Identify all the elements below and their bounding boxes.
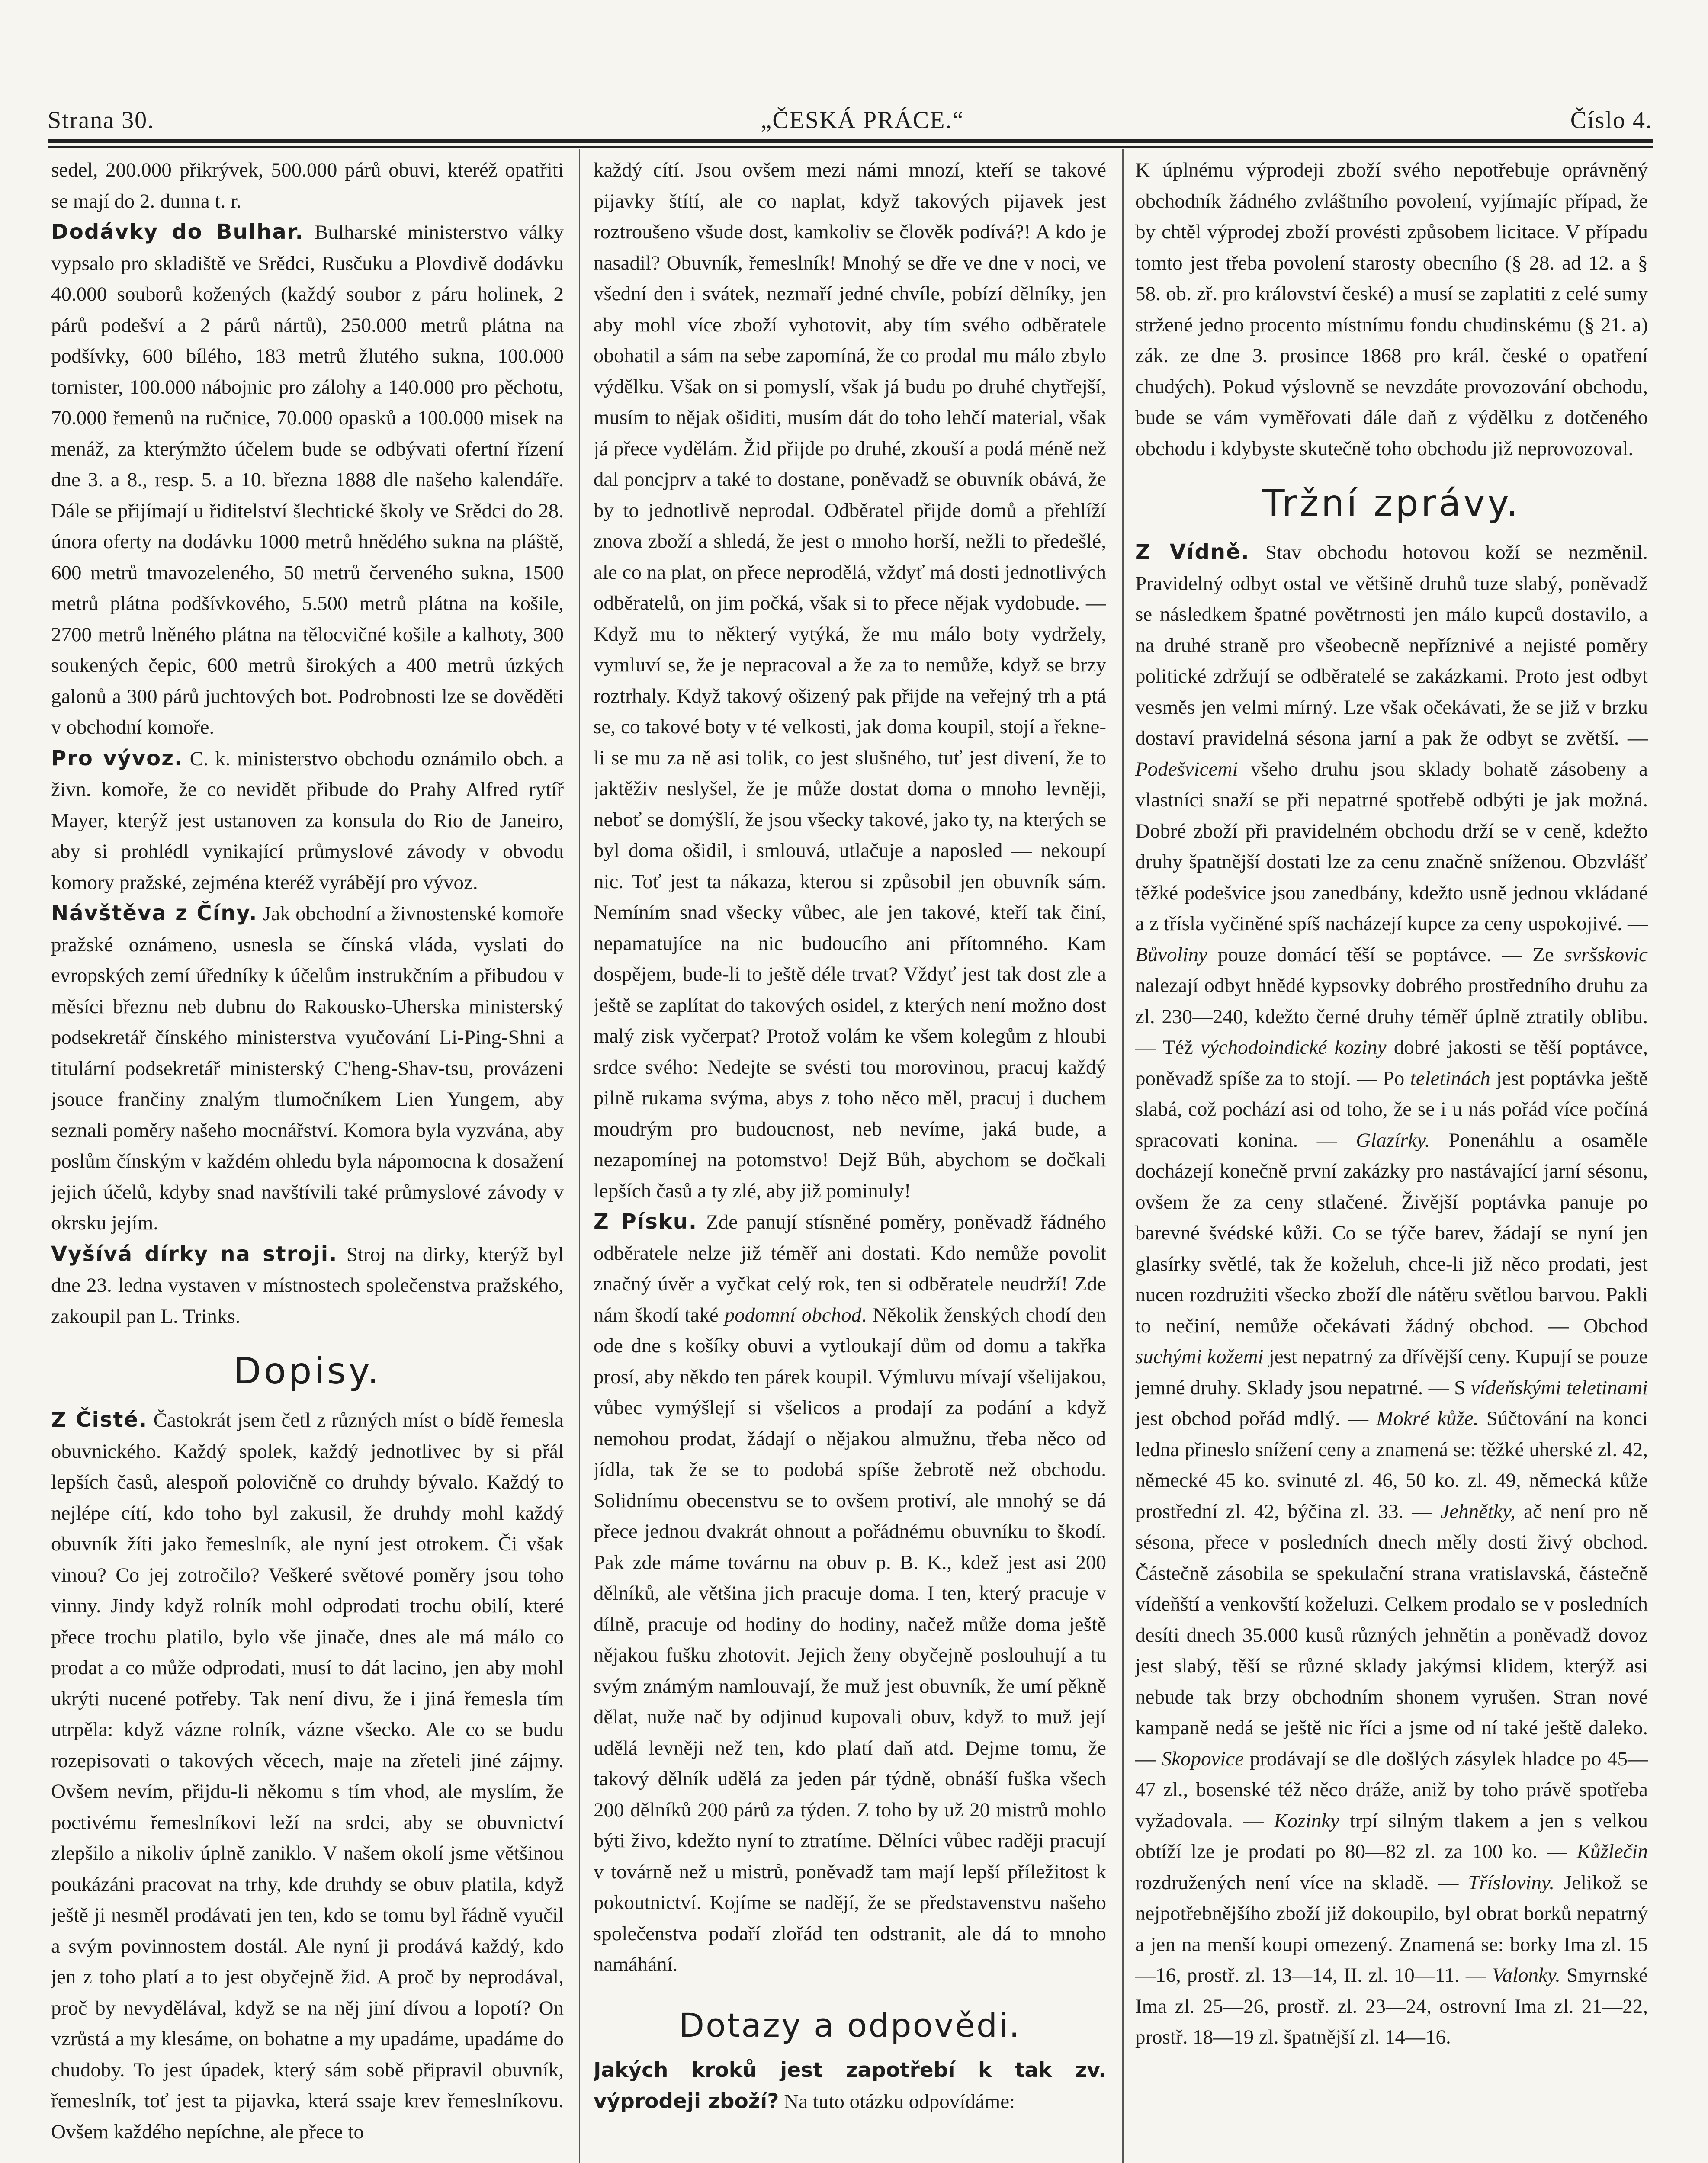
commodity-name: Jehnětky, — [1440, 1500, 1515, 1523]
letter-pisek — [594, 1207, 1106, 1980]
article-dodavky — [51, 217, 564, 743]
section-title-dopisy: Dopisy. — [233, 1350, 382, 1392]
report-text: Stav obchodu hotovou koží se nezměnil. Pravidelný odbyt ostal ve většině druhů tuze slabý, poněvadž se následkem špatné povětrnosti jen málo kupců dostavilo, a na druhé straně pro všeobecně nepříznivé a nejisté poměry politické zdržují se odběratelé se zakázkami. Proto jest odbyt vesměs jen velmi mírný. Lze však očekávati, že se již v brzku dostaví pravidelná sésona jarní a pak že odbyt se zvětší. — — [1135, 541, 1648, 749]
article-body: Častokrát jsem četl z různých míst o bídě řemesla obuvnického. Každý spolek, každý jednotlivec by si přál lepších časů, alespoň polovičně co druhdy bývalo. Každý to nejlépe cítí, kdo toho byl zakusil, že druhdy mohl každý obuvník žíti jako řemeslník, ale nyní jest otrokem. Či však vinou? Co jej zotročilo? Veškeré světové poměry jsou toho vinny. Jindy když rolník mohl odprodati trochu obilí, které přece trochu platilo, bylo vše jinače, dnes ale má málo co prodat a co může odprodati, musí to dát lacino, jen aby mohl ukrýti nucené potřeby. Tak není divu, že i jiná řemesla tím utrpěla: když vázne rolník, vázne všecko. Ale co se budu rozepisovati o takových věcech, maje na zřeteli jiné zájmy. Ovšem nevím, přijdu-li někomu s tím vhod, ale myslím, že poctivému řemeslníkovi leží na srdci, aby se obuvnictví zlepšilo a nikoliv úplně zaniklo. V našem okolí jsme většinou poukázáni pracovat na trhy, kde druhdy se obuv platila, když ještě ji nesměl prodávati jen ten, kdo se tomu byl řádně vyučil a svým povinnostem dostál. Ale nyní ji prodává každý, kdo jen z toho platí a to jest obyčejně žid. A proč by neprodával, proč by nevydělával, když se na něj jiní dívou a lopotí? On vzrůstá a my klesáme, on bohatne a my upadáme, upadáme do chudoby. To jest úpadek, který sám sobě připravil obuvník, řemeslník, toť jest ta pijavka, která ssaje krev řemeslníkovu. Ovšem každého nepíchne, ale přece to — [51, 1409, 564, 2143]
commodity-name: Bůvoliny — [1135, 943, 1208, 966]
column-separator-2 — [1122, 149, 1124, 2163]
article-body: Jak obchodní a živnostenské komoře pražské oznámeno, usnesla se čínská vláda, vyslati do evropských zemí úředníky k účelům instrukčním a přibudou v měsíci březnu neb dubnu do Rakousko-Uherska ministerský podsekretář čínského ministerstva vyučování Li-Ping-Shni a titulární podsekretář ministerský C'heng-Shav-tsu, provázeni jsouce frančiny znalým tlumočníkem Lien Yungem, aby seznali poměry našeho mocnářství. Komora byla vyzvána, aby poslům čínským v každém ohledu byla nápomocna k dosažení jejich účelů, kdyby snad navštívili také průmyslové závody v okrsku jejím. — [51, 902, 564, 1234]
commodity-name: vídeňskými teletinami — [1470, 1376, 1648, 1399]
question-body: Na tuto otázku odpovídáme: — [779, 2090, 1015, 2113]
article-heading: Vyšívá dírky na stroji. — [51, 1242, 338, 1266]
report-text: rozdružených není více na skladě. — — [1135, 1871, 1468, 1894]
paragraph-continued: každý cítí. Jsou ovšem mezi námi mnozí, kteří se takové pijavky štítí, ale co naplat, když takových pijavek jest roztroušeno všude dost, kamkoliv se člověk podívá?! A kdo je nasadil? Obuvník, řemeslník! Mnohý se dře ve dne v noci, ve všední den i svátek, nezmaří jedné chvíle, pobízí dělníky, jen aby mohl více zboží vyhotovit, aby tím svého odběratele obohatil a sám na sebe zapomíná, že co prodal mu málo zbylo výdělku. Však on si pomyslí, však já budu po druhé chytřejší, musím to nějak ošiditi, musím dát do toho lehčí material, však já přece vydělám. Žid přijde po druhé, zkouší a podá méně než dal poncjprv a také to dostane, poněvadž se obuvník obává, že by to jednotlivě neprodal. Odběratel přijde domů a přehlíží znova zboží a shledá, že jest o mnoho horší, nežli to předešlé, ale co na plat, on přece neprodělá, vždyť má dosti jednotlivých odběratelů, on jim počká, však si to přece nějak vydobude. — Když mu to některý vytýká, že mu málo boty vydržely, vymluví se, že je nepracoval a že za to nemůže, když se brzy roztrhaly. Když takový ošizený pak přijde na veřejný trh a ptá se, co takové boty v té velkosti, jak doma koupil, stojí a řekne-li se mu za ně asi tolik, co jest slušného, tuť jest divení, že to jaktěživ neslyšel, že je může dostat doma o mnoho levněji, neboť se domýšlí, že jsou všecky takové, jako ty, na kterých se byl doma ošidil, i smlouvá, utlačuje a naposled — nekoupí nic. Toť jest ta nákaza, kterou si způsobil jen obuvník sám. Nemíním snad všecky vůbec, ale jen takové, kteří tak činí, nepamatujíce na nic budoucího ani přítomného. Kam dospějem, bude-li to ještě déle trvat? Vždyť jest tak dost zle a ještě se zaplítat do takových osidel, z kterých není možno dost malý zisk vyčerpat? Protož volám ke všem kolegům z hloubi srdce svého: Nedejte se svésti tou morovinou, pracuj každý pilně rukama svýma, abys z toho něco měl, pracuj i duchem moudrým pro budoucnost, neb nevíme, jaká bude, a nezapomínej na potomstvo! Dejž Bůh, abychom se dočkali lepších časů a ty zlé, aby již pominuly! — [594, 159, 1106, 1202]
article-heading: Dodávky do Bulhar. — [51, 220, 304, 244]
report-text: jest poptávka ještě slabá, což pochází asi od toho, že se i u nás pořád více počíná spracovati konina. — — [1135, 1067, 1648, 1152]
report-text: Jelikož se nejpotřebnějšího zboží již dokoupilo, byl obrat borků nepatrný a jen na menší koupi omezený. Znamená se: borky Ima zl. 15—16, prostř. zl. 13—14, II. zl. 10—11. — — [1135, 1871, 1648, 1986]
section-title-trzni-zpravy: Tržní zprávy. — [1262, 482, 1521, 524]
report-text: prodávají se dle došlých zásylek hladce po 45—47 zl., bosenské též něco dráže, aniž by toho právě spotřeba vyžadovala. — — [1135, 1747, 1648, 1832]
question-vyprodej — [594, 2055, 1106, 2118]
report-text: jest nepatrný za dřívější ceny. Kupují se pouze jemné druhy. Sklady jsou nepatrné. — S — [1135, 1345, 1648, 1399]
column-3 — [1135, 155, 1648, 2163]
article-heading: Z Vídně. — [1135, 540, 1250, 564]
commodity-name: Kůžlečin — [1576, 1840, 1648, 1863]
column-2 — [594, 155, 1106, 2163]
article-heading: Z Písku. — [594, 1210, 698, 1234]
commodity-name: teletinách — [1410, 1067, 1491, 1090]
column-1 — [51, 155, 564, 2163]
question-heading: Jakých kroků jest zapotřebí k tak zv. výprodeji zboží? — [594, 2058, 1106, 2113]
commodity-name: Valonky. — [1492, 1964, 1560, 1986]
header-rule-thin — [48, 146, 1653, 148]
article-emphasis: podomní obchod — [724, 1303, 862, 1326]
commodity-name: Kozinky — [1274, 1809, 1339, 1832]
report-text: pouze domácí těší se poptávce. — Ze — [1207, 943, 1564, 966]
page-number: Strana 30. — [48, 107, 155, 134]
article-heading: Z Čisté. — [51, 1408, 148, 1432]
report-text: Ponenáhlu a osaměle docházejí konečně první zakázky pro nastávající jarní sésonu, ovšem že za ceny stlačené. Živější poptávka panuje po barevné švédské kůži. Co se týče barev, žádají se nyní jen glasírky světlé, tak že koželuh, chce-li již něco prodati, jest nucen rozdrużiti všecko zboží dle nátěru světlou barvou. Pakli to nečiní, nemůže očekávati žádný obchod. — Obchod — [1135, 1129, 1648, 1337]
report-text: Súčtování na konci ledna přineslo snížení ceny a znamená se: těžké uherské zl. 42, německé 45 ko. svinuté zl. 46, 50 ko. zl. 49, německá kůže prostřední zl. 42, býčina zl. 33. — — [1135, 1407, 1648, 1523]
article-heading: Návštěva z Číny. — [51, 901, 258, 925]
commodity-name: suchými kožemi — [1135, 1345, 1264, 1368]
report-text: všeho druhu jsou sklady bohatě zásobeny a vlastníci snaží se při nepatrné spotřebě odbýti je jak možná. Dobré zboží při pravidelném obchodu drží se v ceně, kdežto druhy špatnější dostati lze za cenu značně sníženou. Obzvlášť těžké podešvice jsou zanedbány, kdežto usně jednou vkládané a z třísla vyčiněné spíš nacházejí kupce za ceny uspokojivé. — — [1135, 757, 1648, 935]
answer-continued: K úplnému výprodeji zboží svého nepotřebuje oprávněný obchodník žádného zvláštního povolení, vyjímajíc případ, že by chtěl výprodej zboží provésti způsobem licitace. V případu tomto jest třeba povolení starosty obecního (§ 28. ad 12. a § 58. ob. zř. pro království české) a musí se zaplatiti z celé sumy stržené jedno procento místnímu fondu chudinskému (§ 21. a) zák. ze dne 3. prosince 1868 pro král. české o opatření chudých). Pokud výslovně se nevzdáte provozování obchodu, bude se vám vyměřovati dále daň z výdělku z dotčeného obchodu i kdybyste skutečně toho obchodu již neprovozoval. — [1135, 159, 1648, 460]
report-text: ač není pro ně sésona, přece v posledních dnech měly dosti živý obchod. Částečně zásobila se spekulační strana vratislavská, částečně vídeňští a venkovští koželuzi. Celkem prodalo se v posledních desíti dnech 35.000 kusů různých jehnětin a poněvadž dovoz jest slabý, těší se různé sklady jakýmsi klidem, kterýž asi nebude tak brzy obchodním shonem vyrušen. Stran nové kampaně nedá se ještě nic říci a jsme od ní také ještě daleko. — — [1135, 1500, 1648, 1770]
report-text: jest obchod pořád mdlý. — — [1135, 1407, 1377, 1430]
section-title-dotazy: Dotazy a odpovědi. — [679, 2006, 1021, 2044]
market-report-vienna — [1135, 537, 1648, 2053]
article-body: Bulharské ministerstvo války vypsalo pro skladiště ve Srědci, Rusčuku a Plovdivě dodávku 40.000 souborů kožených (každý soubor z páru holinek, 2 párů podešví a 2 párů nártů), 250.000 metrů plátna na podšívky, 600 bílého, 183 metrů žlutého sukna, 100.000 tornister, 100.000 nábojnic pro zálohy a 140.000 pro pěchotu, 70.000 řemenů na ručnice, 70.000 opasků a 100.000 misek na menáž, za kterýmžto účelem bude se odbývati ofertní řízení dne 3. a 8., resp. 5. a 10. března 1888 dle našeho kalendáře. Dále se přijímají u řiditelství šlechtické školy ve Srědci do 28. února oferty na dodávku 1000 metrů hnědého sukna na pláště, 600 metrů tmavozeleného, 50 metrů červeného sukna, 1500 metrů plátna podšívkového, 5.500 metrů plátna na košile, 2700 metrů lněného plátna na tělocvičné košile a kalhoty, 300 soukených čepic, 600 metrů širokých a 400 metrů úzkých galonů a 300 párů juchtových bot. Podrobnosti lze se dověděti v obchodní komoře. — [51, 221, 564, 738]
report-text: Smyrnské Ima zl. 25—26, prostř. zl. 23—24, ostrovní Ima zl. 21—22, prostř. 18—19 zl. špatnější zl. 14—16. — [1135, 1964, 1648, 2048]
report-text: nalezají odbyt hnědé kypsovky dobrého prostředního druhu za zl. 230—240, kdežto černé druhy téměř úplně ztratily oblibu. — Též — [1135, 974, 1648, 1059]
issue-number: Číslo 4. — [1570, 107, 1653, 134]
article-body: . Několik ženských chodí den ode dne s košíky obuvi a vytloukají dům od domu a takřka prosí, aby někdo ten párek koupil. Výmluvu mívají všelijakou, vůbec vymýšlejí si všelicos a prodají za podání a když nemohou prodat, žádají o nějakou almužnu, třeba něco od jídla, tak že se to podobá spíše žebrotě než obchodu. Solidnímu obecenstvu se to ovšem protiví, ale mnohý se dá přece jednou dvakrát ohnout a pořádnému obuvníku to škodí. Pak zde máme továrnu na obuv p. B. K., kdež jest asi 200 dělníků, ale většina jich pracuje doma. I ten, který pracuje v dílně, pracuje od hodiny do hodiny, načež může doma ještě nějakou fušku zhotovit. Jejich ženy obyčejně poslouhují a tu svým známým namlouvají, že muž jest obuvník, že umí pěkně dělat, nuže nač by odjinud kupovali obuv, když to muž její udělá levněji než ten, kdo platí daň atd. Dejme tomu, že takový dělník udělá za jeden pár týdně, obnáší fuška všech 200 dělníků 200 párů za týden. Z toho by už 20 mistrů mohlo býti živo, kdežto nyní to ztratíme. Dělníci vůbec raději pracují v továrně než u mistrů, poněvadž tam mají lepší příležitost k pokoutnictví. Kojíme se nadějí, že se představenstvu našeho společenstva podaří zlořád ten odstranit, ale dá to mnoho namáhání. — [594, 1303, 1106, 1976]
commodity-name: Třísloviny. — [1468, 1871, 1555, 1894]
article-body: Stroj na dirky, kterýž byl dne 23. ledna vystaven v místnostech společenstva pražského, zakoupil pan L. Trinks. — [51, 1243, 564, 1328]
header-rule-thick — [48, 139, 1653, 143]
article-body: Zde panují stísněné poměry, poněvadž řádného odběratele nelze již téměř ani dostati. Kdo nemůže povolit značný úvěr a vyčkat celý rok, ten si odběratele neudrží! Zde nám škodí také — [594, 1211, 1106, 1326]
commodity-name: východoindické koziny — [1201, 1036, 1387, 1059]
report-text: dobré jakosti se těší poptávce, poněvadž spíše za to stojí. — Po — [1135, 1036, 1648, 1090]
article-body: C. k. ministerstvo obchodu oznámilo obch. a živn. komoře, že co nevidět přibude do Prahy Alfred rytíř Mayer, kterýž jest ustanoven za konsula do Rio de Janeiro, aby si prohlédl vynikající průmyslové závody v obvodu komory pražské, zejména kteréž vyrábějí pro vývoz. — [51, 747, 564, 894]
commodity-name: Podešvicemi — [1135, 757, 1238, 780]
article-vyvoz — [51, 743, 564, 899]
column-separator-1 — [579, 149, 580, 2163]
page-header — [48, 87, 1653, 134]
article-navsteva — [51, 898, 564, 1239]
letter-ciste — [51, 1405, 564, 2147]
commodity-name: Mokré kůže. — [1376, 1407, 1479, 1430]
commodity-name: Glazírky. — [1356, 1129, 1430, 1152]
paragraph-continued: sedel, 200.000 přikrývek, 500.000 párů obuvi, kteréž opatřiti se mají do 2. dunna t. r. — [51, 159, 564, 212]
article-heading: Pro vývoz. — [51, 746, 183, 770]
report-text: trpí silným tlakem a jen s velkou obtíží lze je prodati po 80—82 zl. za 100 ko. — — [1135, 1809, 1648, 1863]
commodity-name: svršskovic — [1564, 943, 1648, 966]
article-dirky — [51, 1239, 564, 1332]
commodity-name: Skopovice — [1161, 1747, 1244, 1770]
journal-title: „ČESKÁ PRÁCE.“ — [761, 107, 964, 134]
